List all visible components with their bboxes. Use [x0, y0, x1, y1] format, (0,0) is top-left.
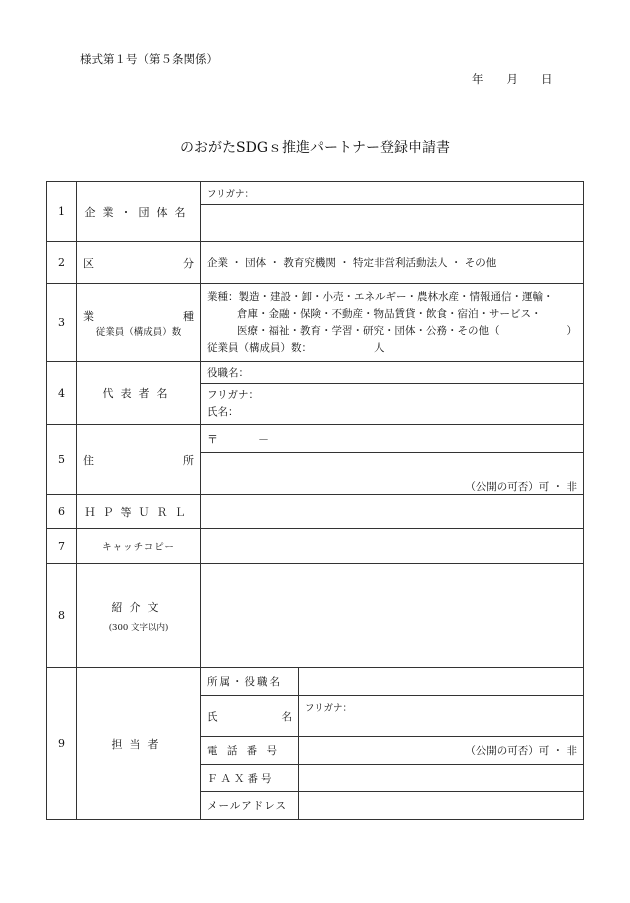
contact-email-field[interactable]: [299, 792, 584, 820]
address-field[interactable]: [201, 453, 584, 495]
industry-options[interactable]: 業種：製造・建設・卸・小売・エネルギー・農林水産・情報通信・運輸・ 倉庫・金融・保険・不動産・物品賃貸・飲食・宿泊・サービス・ 医療・福祉・教育・学習・研究・団体・公務・その他（ ） 従業員（構成員）数： 人: [201, 284, 584, 362]
contact-phone-field[interactable]: （公開の可否）可 ・ 非: [299, 737, 584, 765]
application-table: [46, 181, 584, 820]
introduction-label: 紹介文 (300 文字以内): [77, 564, 201, 668]
category-label: 区 分: [77, 242, 201, 284]
address-public-option[interactable]: （公開の可否）可 ・ 非: [465, 481, 577, 493]
contact-name-field[interactable]: フリガナ：: [299, 696, 584, 737]
introduction-field[interactable]: [201, 564, 584, 668]
row-number: 4: [47, 362, 77, 425]
contact-phone-label: 電 話 番 号: [201, 737, 299, 765]
contact-post-label: 所属・役職名: [201, 668, 299, 696]
row-number: 7: [47, 529, 77, 564]
address-label: 住 所: [77, 425, 201, 495]
representative-label: 代表者名: [77, 362, 201, 425]
row-industry: [47, 284, 584, 362]
row-hp-url: [47, 495, 584, 529]
row-category: [47, 242, 584, 284]
row-introduction: [47, 564, 584, 668]
date-fields: 年 月 日: [472, 72, 553, 86]
row-number: 5: [47, 425, 77, 495]
contact-fax-label: ＦＡＸ番号: [201, 765, 299, 792]
category-options[interactable]: 企業 ・ 団体 ・ 教育究機関 ・ 特定非営利活動法人 ・ その他: [201, 242, 584, 284]
row-address-postal: [47, 425, 584, 453]
row-representative-post: [47, 362, 584, 384]
row-number: 8: [47, 564, 77, 668]
contact-fax-field[interactable]: [299, 765, 584, 792]
row-number: 2: [47, 242, 77, 284]
row-catchcopy: [47, 529, 584, 564]
catchcopy-field[interactable]: [201, 529, 584, 564]
contact-post-field[interactable]: [299, 668, 584, 696]
row-number: 9: [47, 668, 77, 820]
hp-url-label: ＨＰ等ＵＲＬ: [77, 495, 201, 529]
row-contact-post: [47, 668, 584, 696]
contact-name-label: 氏 名: [201, 696, 299, 737]
contact-person-label: 担当者: [77, 668, 201, 820]
representative-post-field[interactable]: 役職名：: [201, 362, 584, 384]
company-name-field[interactable]: [201, 205, 584, 242]
row-number: 6: [47, 495, 77, 529]
company-furigana-field[interactable]: フリガナ：: [201, 182, 584, 205]
postal-dash: －: [258, 432, 269, 446]
contact-email-label: メールアドレス: [201, 792, 299, 820]
row-company-furigana: [47, 182, 584, 205]
company-name-label: 企業・団体名: [77, 182, 201, 242]
representative-name-field[interactable]: フリガナ： 氏名：: [201, 384, 584, 425]
hp-url-field[interactable]: [201, 495, 584, 529]
row-number: 1: [47, 182, 77, 242]
catchcopy-label: キャッチコピー: [77, 529, 201, 564]
page-title: のおがたSDGｓ推進パートナー登録申請書: [180, 140, 450, 156]
row-number: 3: [47, 284, 77, 362]
postal-mark: 〒: [207, 432, 218, 446]
form-number: 様式第１号（第５条関係）: [80, 52, 218, 66]
postal-code-field[interactable]: [201, 425, 584, 453]
industry-label: 業 種 従業員（構成員）数: [77, 284, 201, 362]
